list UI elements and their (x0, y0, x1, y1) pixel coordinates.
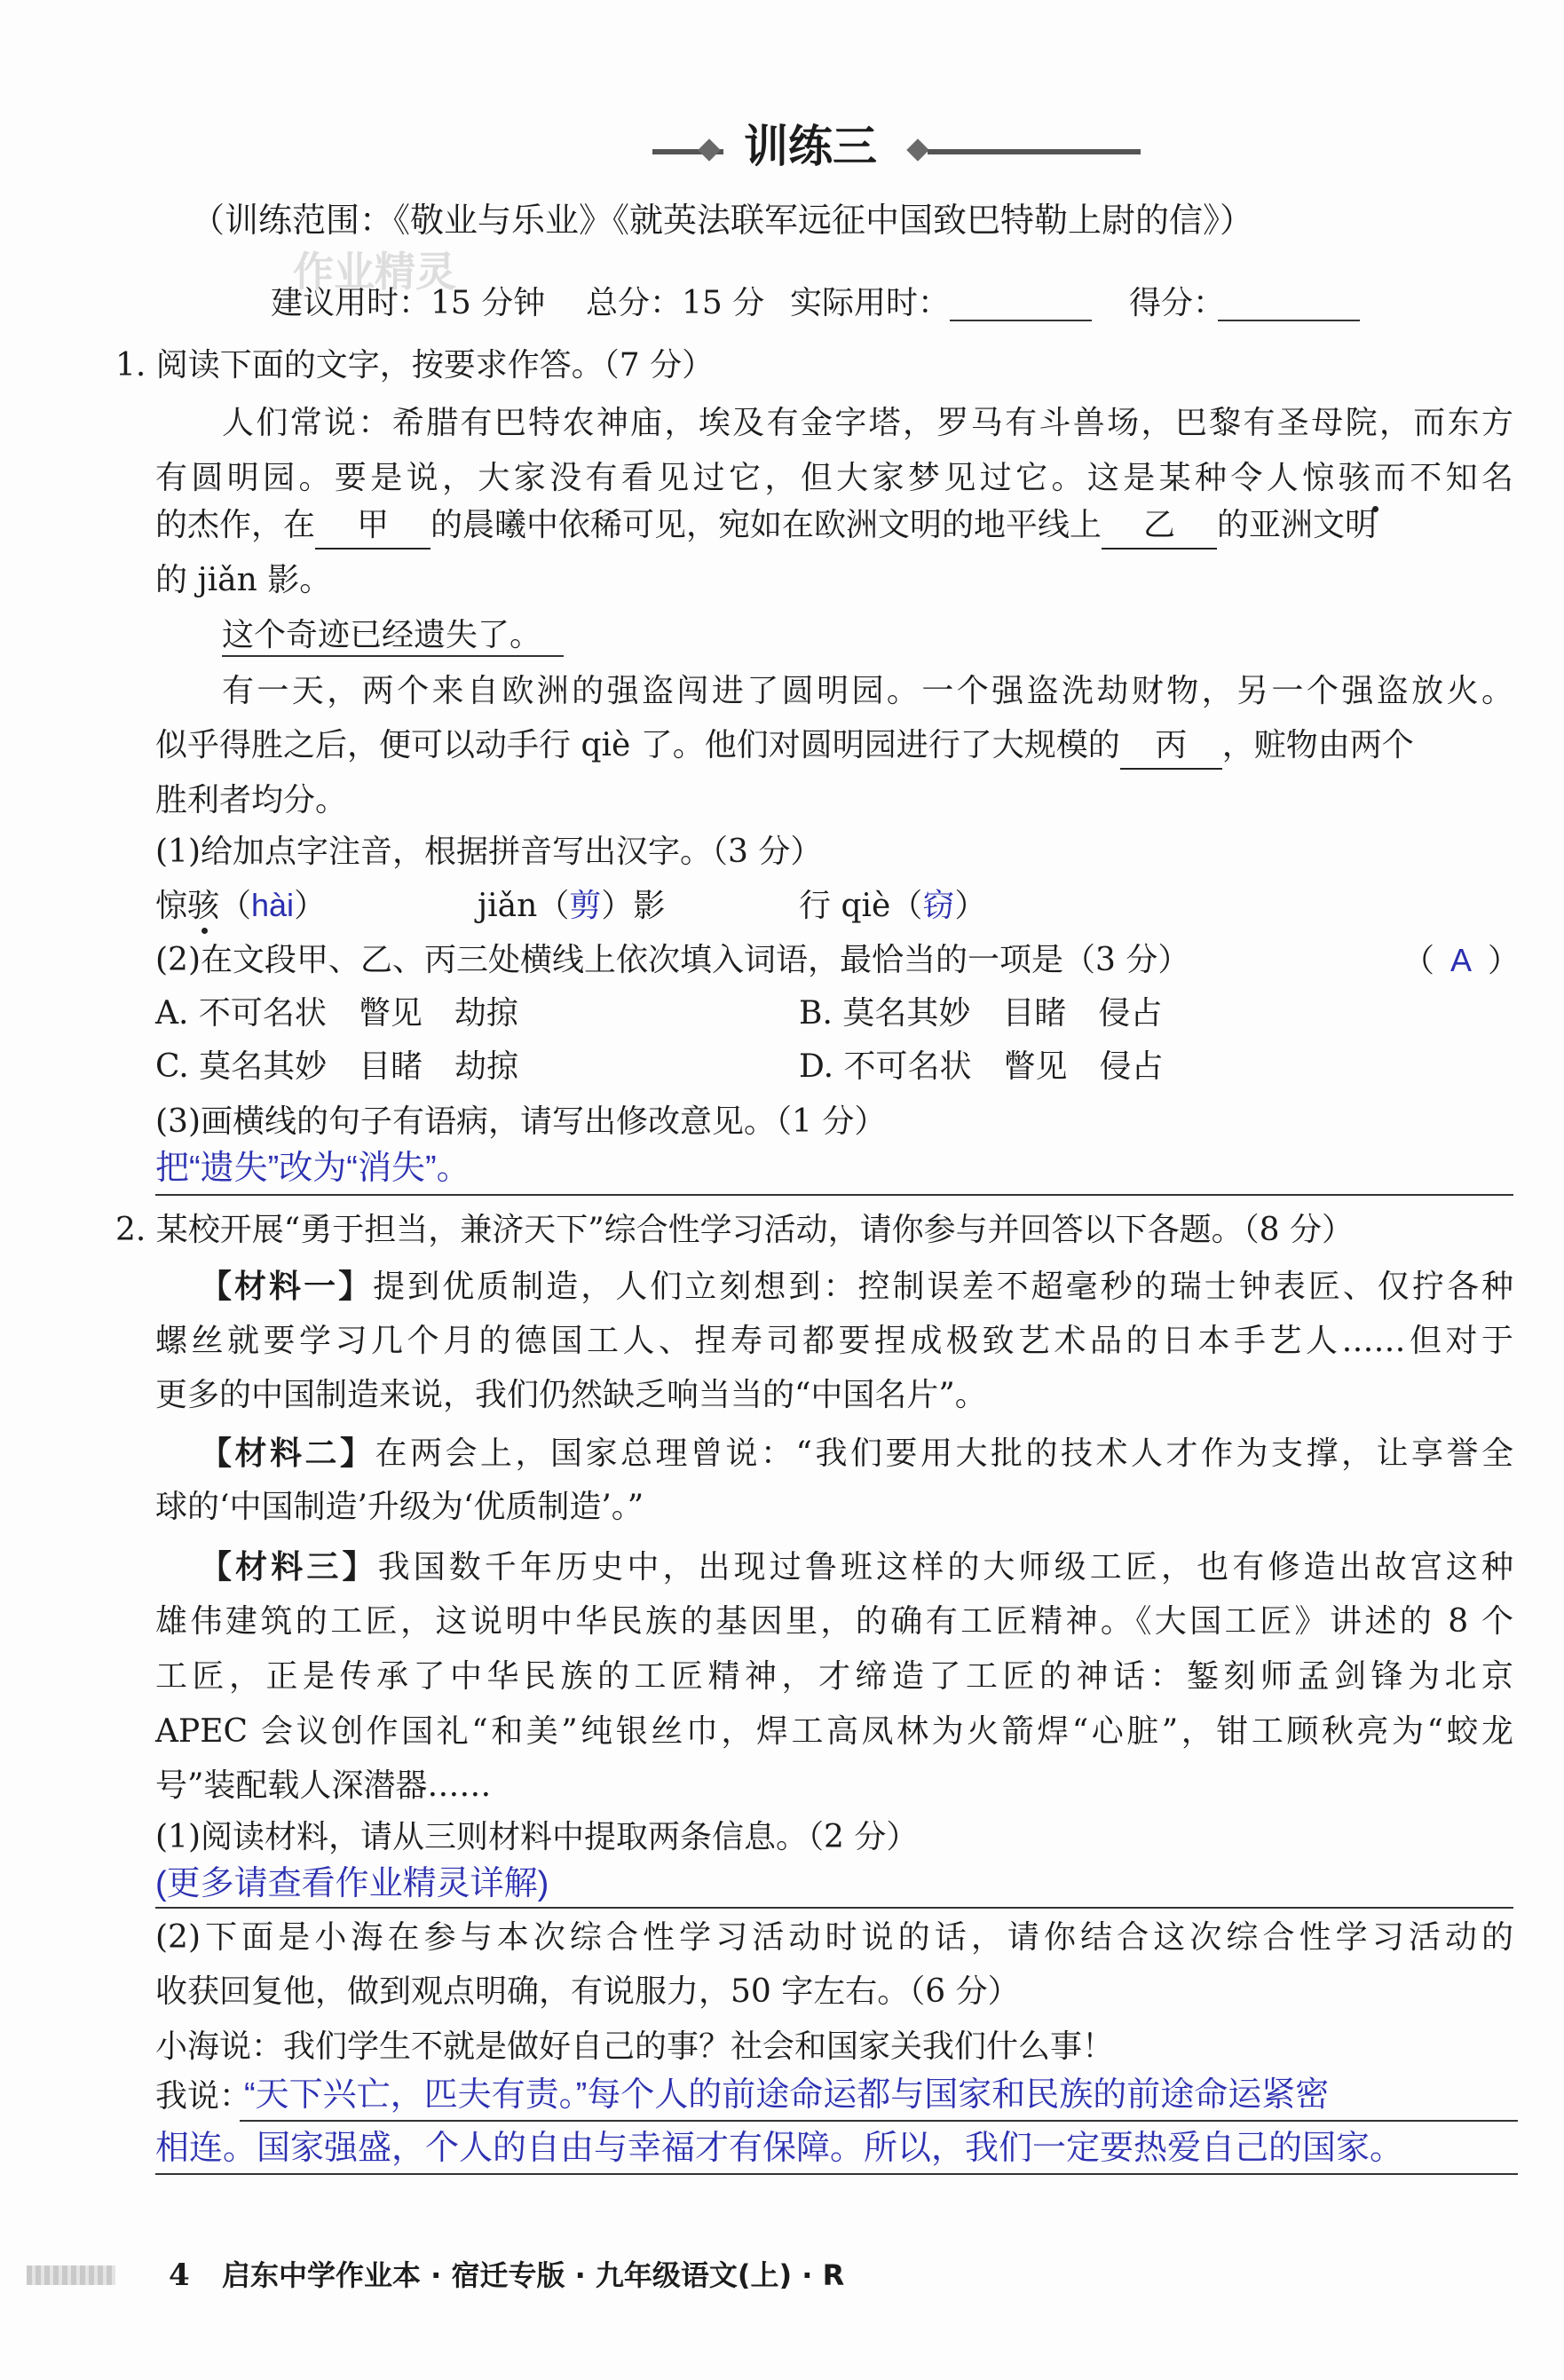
training-scope: （训练范围：《敬业与乐业》《就英法联军远征中国致巴特勒上尉的信》） (191, 201, 1254, 240)
q1-sub2-answer-box: （ A ） (1402, 934, 1520, 988)
section-divider-1 (155, 1194, 1513, 1196)
q1-para3-line3: 胜利者均分。 (155, 782, 348, 818)
material1-label: 【材料一】 (200, 1268, 374, 1305)
blank-bing: 丙 (1120, 723, 1222, 770)
q2-sub2-line2: 收获回复他，做到观点明确，有说服力，50 字左右。（6 分） (155, 1973, 1020, 2010)
q2-material1-line3: 更多的中国制造来说，我们仍然缺乏响当当的“中国名片”。 (155, 1377, 987, 1413)
score-blank (1218, 320, 1360, 321)
blank-jia: 甲 (315, 503, 430, 550)
total-score: 总分：15 分 (586, 285, 765, 321)
watermark: 作业精灵 (293, 248, 456, 296)
q2-material3-line1: 【材料三】我国数千年历史中，出现过鲁班这样的大师级工匠，也有修造出故宫这种 (200, 1548, 1513, 1585)
q1-para1-line1: 人们常说：希腊有巴特农神庙，埃及有金字塔，罗马有斗兽场，巴黎有圣母院，而东方 (222, 405, 1513, 441)
q1-sub1-b: jiǎn（剪）影 (478, 887, 666, 924)
option-d: D. 不可名状 瞥见 侵占 (799, 1048, 1164, 1085)
q2-material1-line2: 螺丝就要学习几个月的德国工人、捏寿司都要捏成极致艺术品的日本手艺人……但对于 (155, 1323, 1513, 1359)
q1-sub1-a: 惊骇（hài） (155, 887, 327, 924)
q1-para1-line2: 有圆明园。要是说，大家没有看见过它，但大家梦见过它。这是某种令人惊骇而不知名 (155, 460, 1513, 496)
q1-para3-line2: 似乎得胜之后，便可以动手行 qiè 了。他们对圆明园进行了大规模的 丙 ，赃物由两个 (155, 719, 1414, 772)
actual-time-label: 实际用时： (790, 285, 951, 321)
score-label: 得分： (1129, 285, 1226, 321)
book-title: 启东中学作业本 · 宿迁专版 · 九年级语文(上) · R (222, 2258, 845, 2292)
answer-jian: 剪 (569, 887, 602, 923)
q1-sub3-answer: 把“遗失”改为“消失”。 (155, 1150, 470, 1187)
material3-label: 【材料三】 (200, 1548, 378, 1585)
q2-material3-line4: APEC 会议创作国礼“和美”纯银丝巾，焊工高凤林为火箭焊“心脏”，钳工顾秋亮为“蛟龙 (155, 1713, 1513, 1750)
q1-para1-line3: 的杰作，在 甲 的晨曦中依稀可见，宛如在欧洲文明的地平线上 乙 的亚洲文明 (155, 499, 1377, 552)
answer-choice: A (1450, 942, 1473, 978)
q2-title: 2. 某校开展“勇于担当，兼济天下”综合性学习活动，请你参与并回答以下各题。（8 分） (115, 1212, 1354, 1248)
q1-para3-line1: 有一天，两个来自欧洲的强盗闯进了圆明园。一个强盗洗劫财物，另一个强盗放火。 (222, 673, 1513, 709)
section-divider-2 (155, 1907, 1513, 1909)
title-ornament-right (906, 138, 928, 161)
q2-material2-line2: 球的‘中国制造’升级为‘优质制造’。” (155, 1489, 644, 1525)
title-rule-right (928, 149, 1141, 154)
footer-decoration (27, 2265, 115, 2285)
wo-label: 我说： (155, 2078, 252, 2115)
q2-material3-line2: 雄伟建筑的工匠，这说明中华民族的基因里，的确有工匠精神。《大国工匠》讲述的 8 个 (155, 1603, 1513, 1640)
q1-sub1-c: 行 qiè（窃） (799, 887, 987, 924)
title-ornament-left (698, 138, 720, 161)
option-a: A. 不可名状 瞥见 劫掠 (155, 995, 518, 1032)
q2-material2-line1: 【材料二】在两会上，国家总理曾说：“我们要用大批的技术人才作为支撑，让享誉全 (200, 1435, 1513, 1472)
wo-answer-line1: “天下兴亡，匹夫有责。”每个人的前途命运都与国家和民族的前途命运紧密 (244, 2076, 1330, 2114)
q2-material3-line3: 工匠，正是传承了中华民族的工匠精神，才缔造了工匠的神话：錾刻师孟剑锋为北京 (155, 1658, 1513, 1695)
answer-line-2 (155, 2173, 1518, 2175)
option-b: B. 莫名其妙 目睹 侵占 (799, 995, 1163, 1032)
q2-sub2-line1: (2)下面是小海在参与本次综合性学习活动时说的话，请你结合这次综合性学习活动的 (155, 1919, 1513, 1956)
page-title: 训练三 (744, 121, 877, 172)
option-c: C. 莫名其妙 目睹 劫掠 (155, 1048, 519, 1085)
q1-title: 1. 阅读下面的文字，按要求作答。（7 分） (115, 347, 715, 383)
xiaohai-quote: 小海说：我们学生不就是做好自己的事？社会和国家关我们什么事！ (155, 2028, 1115, 2065)
emphasis-dot-hai-2 (201, 928, 208, 934)
q1-sub1: (1)给加点字注音，根据拼音写出汉字。（3 分） (155, 834, 823, 870)
q2-sub1: (1)阅读材料，请从三则材料中提取两条信息。（2 分） (155, 1819, 919, 1855)
blank-yi: 乙 (1102, 503, 1217, 550)
q1-para2-underline (222, 655, 564, 657)
page-number: 4 (169, 2257, 190, 2293)
wo-answer-line2: 相连。国家强盛，个人的自由与幸福才有保障。所以，我们一定要热爱自己的国家。 (155, 2130, 1404, 2167)
answer-hai: hài (251, 887, 295, 923)
q1-sub3: (3)画横线的句子有语病，请写出修改意见。（1 分） (155, 1103, 887, 1140)
q1-sub2: (2)在文段甲、乙、丙三处横线上依次填入词语，最恰当的一项是（3 分） (155, 942, 1190, 978)
q2-material3-line5: 号”装配载人深潜器…… (155, 1767, 492, 1804)
q1-para1-line4: 的 jiǎn 影。 (155, 562, 332, 598)
q2-material1-line1: 【材料一】提到优质制造，人们立刻想到：控制误差不超毫秒的瑞士钟表匠、仅拧各种 (200, 1268, 1513, 1305)
q1-para2-underlined: 这个奇迹已经遗失了。 (222, 617, 542, 653)
q2-sub1-answer: (更多请查看作业精灵详解) (155, 1865, 549, 1902)
material2-label: 【材料二】 (200, 1435, 375, 1472)
answer-qie: 窃 (922, 887, 955, 923)
suggested-time: 建议用时：15 分钟 (271, 285, 546, 321)
actual-time-blank (950, 320, 1092, 321)
